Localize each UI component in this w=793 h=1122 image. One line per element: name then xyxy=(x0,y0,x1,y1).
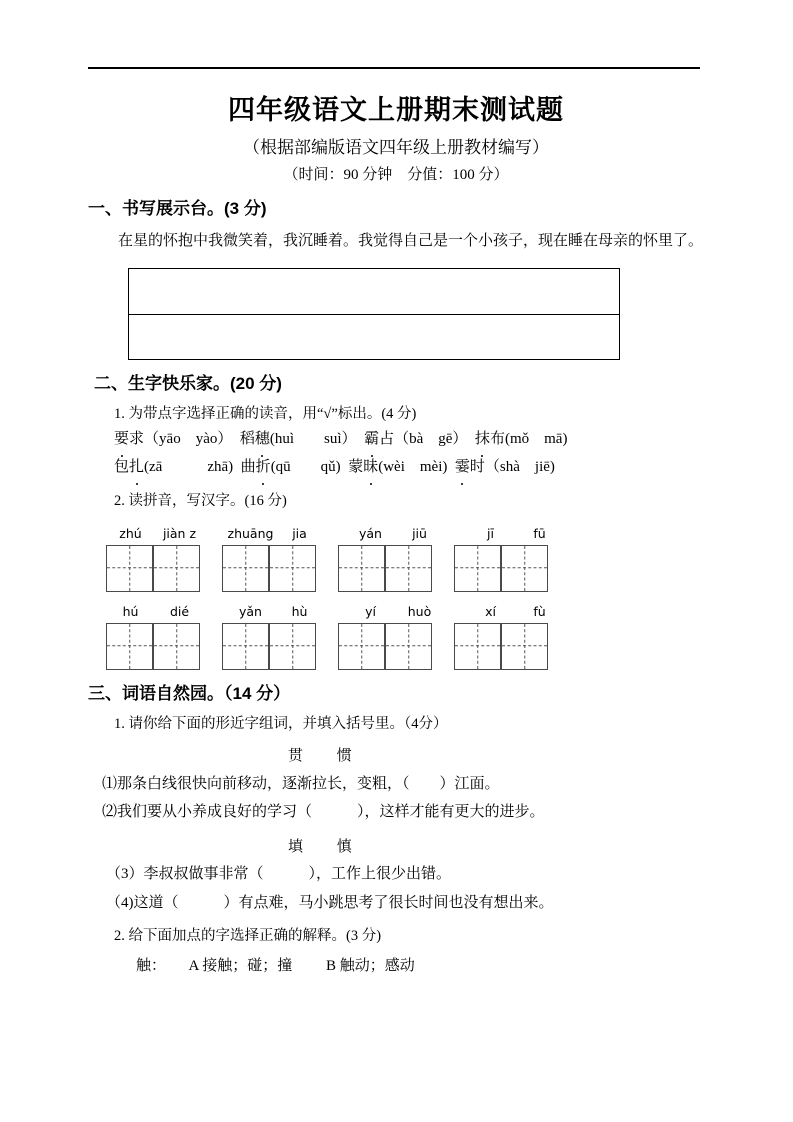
page-title: 四年级语文上册期末测试题 xyxy=(228,95,564,125)
pinyin-labels-row-1 xyxy=(88,526,704,541)
word-char: 布 xyxy=(489,431,505,448)
character-grid-row-2[interactable] xyxy=(88,623,704,670)
spacer xyxy=(467,431,475,447)
pinyin-label: hú xyxy=(122,603,139,619)
pinyin-group xyxy=(466,526,564,541)
page-subtitle: （根据部编版语文四年级上册教材编写） xyxy=(243,137,549,157)
similar-char-pair-1: 贯 惯 xyxy=(288,748,352,765)
character-grid-group[interactable] xyxy=(338,545,432,592)
pinyin-options[interactable]: （yāo yào） xyxy=(144,431,233,448)
word-char: 包 xyxy=(114,459,130,476)
pinyin-label: yán xyxy=(359,525,382,541)
pinyin-label: jia xyxy=(292,525,307,541)
pinyin-choice-line-1[interactable] xyxy=(88,426,704,454)
pinyin-label: jiàn z xyxy=(162,525,197,541)
dotted-char: 霸 xyxy=(364,426,379,454)
dotted-char: 折 xyxy=(256,454,271,482)
header-rule xyxy=(88,67,700,69)
character-grid-cell[interactable] xyxy=(454,545,501,592)
pinyin-options[interactable]: (wèi mèi) xyxy=(378,459,448,476)
pinyin-options[interactable]: (qū qǔ) xyxy=(270,459,341,476)
word-char: 时 xyxy=(469,459,485,476)
section-1-passage: 在星的怀抱中我微笑着，我沉睡着。我觉得自己是一个小孩子，现在睡在母亲的怀里了。 xyxy=(118,233,704,250)
character-grid-cell[interactable] xyxy=(454,623,501,670)
section-3-q1-prompt: 1. 请你给下面的形近字组词，并填入括号里。（4分） xyxy=(114,715,448,732)
fill-blank-item-1[interactable]: ⑴那条白线很快向前移动，逐渐拉长，变粗，（ ）江面。 xyxy=(102,775,500,792)
pinyin-label: zhuāng xyxy=(227,525,274,541)
word-char: 占 xyxy=(379,431,395,448)
dotted-char: 扎 xyxy=(129,454,144,482)
dotted-char: 昧 xyxy=(363,454,378,482)
character-grid-cell[interactable] xyxy=(501,623,548,670)
pinyin-options[interactable]: （bà gē） xyxy=(394,431,468,448)
exam-meta: （时间：90 分钟 分值：100 分） xyxy=(283,166,509,183)
spacer xyxy=(447,459,455,475)
explanation-entry-chu: 触： A 接触；碰；撞 B 触动；感动 xyxy=(136,957,415,974)
pinyin-options[interactable]: (huì suì） xyxy=(269,431,357,448)
dotted-char: 要 xyxy=(114,426,129,454)
character-grid-cell[interactable] xyxy=(153,545,200,592)
pinyin-options[interactable]: （shà jiē) xyxy=(484,459,555,476)
character-grid-cell[interactable] xyxy=(501,545,548,592)
section-3-q2-prompt: 2. 给下面加点的字选择正确的解释。(3 分) xyxy=(114,928,382,945)
pinyin-choice-line-2[interactable] xyxy=(88,454,704,482)
character-grid-cell[interactable] xyxy=(269,623,316,670)
pinyin-label: hù xyxy=(291,603,308,619)
pinyin-label: huò xyxy=(407,603,432,619)
pinyin-group xyxy=(466,604,564,619)
character-grid-row-1[interactable] xyxy=(88,545,704,592)
character-grid-cell[interactable] xyxy=(385,623,432,670)
pinyin-group xyxy=(226,526,324,541)
section-1-heading: 一、书写展示台。(3 分) xyxy=(88,199,267,219)
dotted-char: 霎 xyxy=(455,454,470,482)
fill-blank-item-2[interactable]: ⑵我们要从小养成良好的学习（ ），这样才能有更大的进步。 xyxy=(102,804,545,821)
spacer xyxy=(357,431,365,447)
pinyin-options[interactable]: (zā zhā) xyxy=(144,459,234,476)
dotted-char: 抹 xyxy=(475,426,490,454)
pinyin-label: xí xyxy=(485,603,496,619)
pinyin-group xyxy=(106,526,204,541)
character-grid-group[interactable] xyxy=(454,545,548,592)
pinyin-group xyxy=(226,604,324,619)
character-grid-cell[interactable] xyxy=(338,623,385,670)
handwriting-row-1[interactable] xyxy=(129,269,619,314)
character-grid-group[interactable] xyxy=(222,545,316,592)
character-grid-cell[interactable] xyxy=(106,545,153,592)
section-3-heading: 三、词语自然园。（14 分） xyxy=(88,683,291,703)
pinyin-group xyxy=(106,604,204,619)
character-grid-cell[interactable] xyxy=(153,623,200,670)
pinyin-label: fū xyxy=(533,525,546,541)
pinyin-labels-row-2 xyxy=(88,604,704,619)
character-grid-group[interactable] xyxy=(454,623,548,670)
handwriting-row-2[interactable] xyxy=(129,314,619,359)
word-char: 蒙 xyxy=(348,459,364,476)
pinyin-label: jiū xyxy=(412,525,427,541)
word-char: 求 xyxy=(129,431,145,448)
pinyin-label: dié xyxy=(169,603,190,619)
section-2-q1-prompt: 1. 为带点字选择正确的读音，用“√”标出。(4 分) xyxy=(114,405,417,422)
page-content xyxy=(88,80,704,980)
similar-char-pair-2: 填 慎 xyxy=(288,838,352,855)
pinyin-label: yí xyxy=(365,603,376,619)
character-grid-cell[interactable] xyxy=(338,545,385,592)
word-char: 曲 xyxy=(240,459,256,476)
pinyin-options[interactable]: (mǒ mā) xyxy=(504,431,568,448)
pinyin-label: zhú xyxy=(119,525,142,541)
word-char: 稻 xyxy=(239,431,255,448)
character-grid-cell[interactable] xyxy=(269,545,316,592)
dotted-char: 穗 xyxy=(255,426,270,454)
pinyin-label: fù xyxy=(533,603,546,619)
section-2-q2-prompt: 2. 读拼音，写汉字。(16 分) xyxy=(114,492,287,509)
character-grid-group[interactable] xyxy=(338,623,432,670)
character-grid-cell[interactable] xyxy=(222,623,269,670)
character-grid-cell[interactable] xyxy=(106,623,153,670)
character-grid-group[interactable] xyxy=(222,623,316,670)
spacer xyxy=(232,431,240,447)
pinyin-label: jī xyxy=(487,525,494,541)
section-2-heading: 二、生字快乐家。(20 分) xyxy=(94,373,282,393)
spacer xyxy=(233,459,241,475)
fill-blank-item-4[interactable]: （4)这道（ ）有点难，马小跳思考了很长时间也没有想出来。 xyxy=(106,894,554,911)
character-grid-cell[interactable] xyxy=(222,545,269,592)
character-grid-group[interactable] xyxy=(106,623,200,670)
character-grid-cell[interactable] xyxy=(385,545,432,592)
fill-blank-item-3[interactable]: （3）李叔叔做事非常（ ），工作上很少出错。 xyxy=(106,866,452,883)
handwriting-box[interactable] xyxy=(128,268,620,360)
pinyin-group xyxy=(346,604,444,619)
pinyin-label: yǎn xyxy=(239,603,262,619)
pinyin-group xyxy=(346,526,444,541)
character-grid-group[interactable] xyxy=(106,545,200,592)
